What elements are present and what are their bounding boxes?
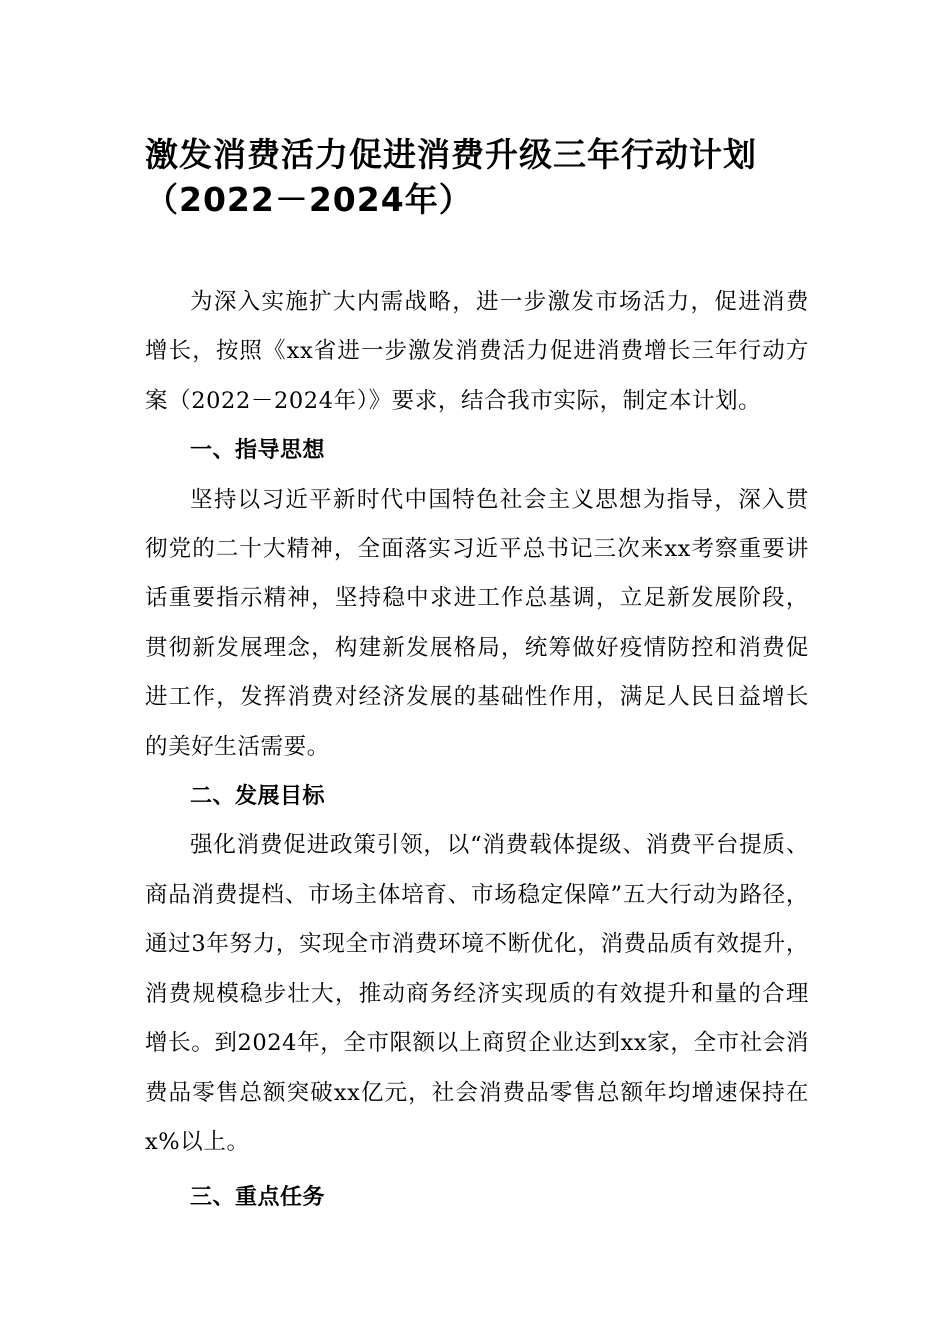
document-title-line2: （2022－2024年） xyxy=(145,180,473,219)
section-heading-key-tasks: 三、重点任务 xyxy=(190,1185,326,1211)
section-heading-guiding-ideology: 一、指导思想 xyxy=(190,438,326,464)
document-body xyxy=(145,278,809,1223)
section-paragraph-development-goals: 强化消费促进政策引领，以“消费载体提级、消费平台提质、商品消费提档、市场主体培育、市场稳定保障”五大行动为路径，通过3年努力，实现全市消费环境不断优化，消费品质有效提升，消费规模稳步壮大，推动商务经济实现质的有效提升和量的合理增长。到2024年，全市限额以上商贸企业达到xx家，全市社会消费品零售总额突破xx亿元，社会消费品零售总额年均增速保持在x%以上。 xyxy=(145,832,809,1155)
section-paragraph-guiding-ideology: 坚持以习近平新时代中国特色社会主义思想为指导，深入贯彻党的二十大精神，全面落实习近平总书记三次来xx考察重要讲话重要指示精神，坚持稳中求进工作总基调，立足新发展阶段，贯彻新发展理念，构建新发展格局，统筹做好疫情防控和消费促进工作，发挥消费对经济发展的基础性作用，满足人民日益增长的美好生活需要。 xyxy=(145,486,809,760)
section-heading-development-goals: 二、发展目标 xyxy=(190,784,326,810)
intro-paragraph: 为深入实施扩大内需战略，进一步激发市场活力，促进消费增长，按照《xx省进一步激发消费活力促进消费增长三年行动方案（2022－2024年）》要求，结合我市实际，制定本计划。 xyxy=(145,289,809,414)
document-title-line1: 激发消费活力促进消费升级三年行动计划 xyxy=(145,135,757,174)
